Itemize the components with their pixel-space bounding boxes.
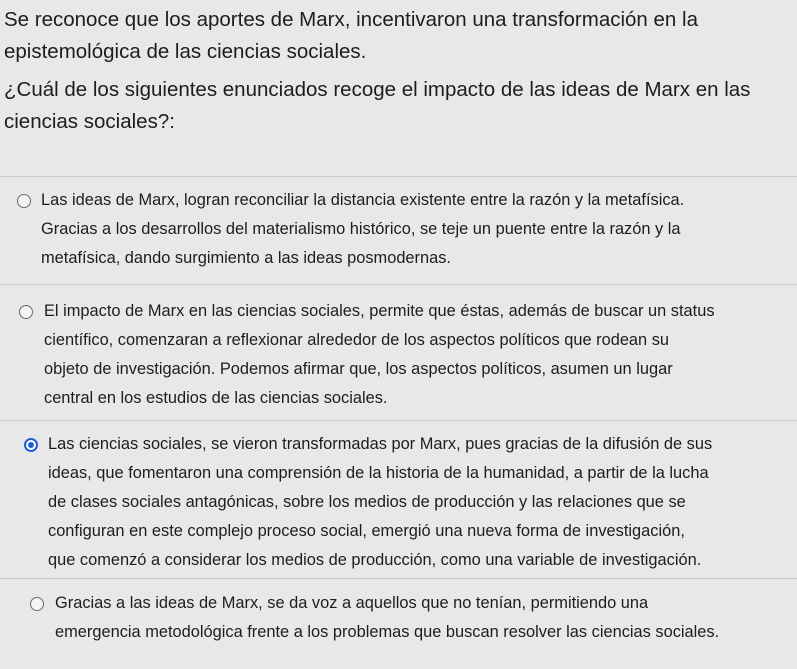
answer-option-1[interactable]: [0, 186, 797, 281]
answer-option-3[interactable]: [0, 430, 797, 575]
radio-button[interactable]: [19, 305, 33, 319]
question-prompt-line: ciencias sociales?:: [4, 110, 175, 133]
answer-option-4[interactable]: [0, 589, 797, 649]
answer-option-text: Las ciencias sociales, se vieron transformadas por Marx, pues gracias de la difusión de sus ideas, que fomentaron una comprensión de la historia de la humanidad, a partir de la lucha de clases sociales antagónicas, sobre los medios de producción y las relaciones que se configuran en este complejo proceso social, emergió una nueva forma de investigación, que comenzó a considerar los medios de producción, como una variable de investigación.: [48, 435, 713, 569]
answer-option-text: Gracias a las ideas de Marx, se da voz a aquellos que no tenían, permitiendo una emergencia metodológica frente a los problemas que buscan resolver las ciencias sociales.: [55, 594, 720, 641]
divider: [0, 284, 797, 285]
divider: [0, 420, 797, 421]
question-stem: [4, 4, 789, 138]
radio-button[interactable]: [30, 597, 44, 611]
question-line: Se reconoce que los aportes de Marx, incentivaron una transformación en la: [4, 8, 698, 31]
answer-option-2[interactable]: [0, 297, 797, 415]
radio-button-selected[interactable]: [24, 438, 38, 452]
question-prompt-line: ¿Cuál de los siguientes enunciados recoge el impacto de las ideas de Marx en las: [4, 78, 751, 101]
divider: [0, 578, 797, 579]
answer-option-text: El impacto de Marx en las ciencias sociales, permite que éstas, además de buscar un status científico, comenzaran a reflexionar alrededor de los aspectos políticos que rodean su objeto de investigación. Podemos afirmar que, los aspectos políticos, asumen un lugar central en los estudios de las ciencias sociales.: [44, 302, 715, 407]
radio-button[interactable]: [17, 194, 31, 208]
divider: [0, 176, 797, 177]
question-line: epistemológica de las ciencias sociales.: [4, 40, 367, 63]
answer-option-text: Las ideas de Marx, logran reconciliar la distancia existente entre la razón y la metafísica. Gracias a los desarrollos del materialismo histórico, se teje un puente entre la razón y la metafísica, dando surgimiento a las ideas posmodernas.: [41, 191, 685, 267]
